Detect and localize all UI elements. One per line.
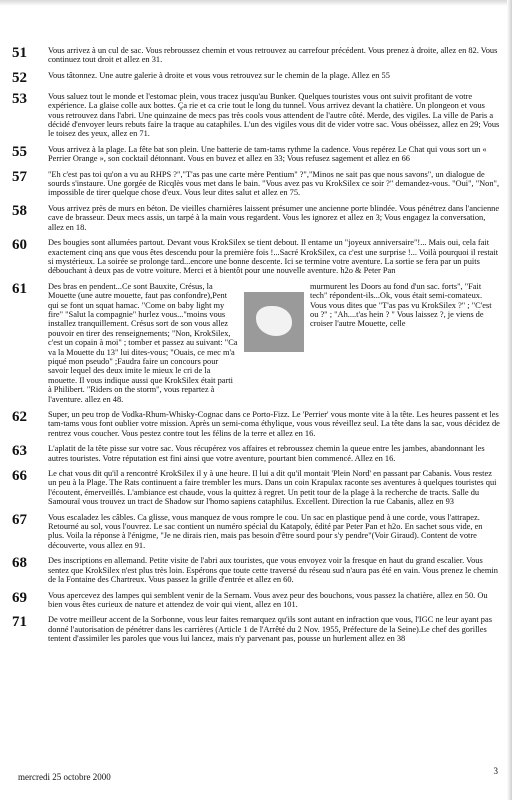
- entry-text: Super, un peu trop de Vodka-Rhum-Whisky-Cognac dans ce Porto-Fizz. Le 'Perrier' vous monte vite à la tête. Les heures passent et les tam-tams vous font oublier votre mission. Après un semi-coma éthylique, vous vous réveillez seul. La tête dans la sac, vous décidez de rentrez vous coucher. Vous pestez contre tout les félins de la terre et allez en 16.: [48, 410, 500, 438]
- entry-number: 55: [12, 143, 27, 160]
- entry-text: Des inscriptions en allemand. Petite visite de l'abri aux touristes, que vous envoyez voir la fresque en haut du grand escalier. Vous sentez que KrokSilex n'est plus très loin. Espérons que toute cette traversé du réseau sud n'aura pas été en vain. Vous prenez le chemin de la Fontaine des Chartreux. Vous passez la grille d'entrée et allez en 60.: [48, 556, 498, 585]
- seagull-photo: [244, 292, 304, 352]
- entry-58: [12, 204, 500, 232]
- entry-53: [12, 92, 500, 139]
- entry-68: [12, 556, 500, 584]
- entry-61: [12, 282, 500, 404]
- entry-number: 68: [12, 555, 27, 572]
- entry-text: "Eh c'est pas toi qu'on a vu au RHPS ?","T'as pas une carte mère Pentium" ?","Minos ne sait pas que nous savons", un dialogue de sourds s'instaure. Une gorgée de Ricqlès vous met dans le bain. "Vous avez pas vu KrokSilex ce soir ?" demandez-vous. "Oui", "Non", impossible de tirer quelque chose d'eux. Vous leur dites salut et allez en 75.: [48, 169, 500, 198]
- entry-text: Vous escaladez les câbles. Ca glisse, vous manquez de vous rompre le cou. Un sac en plastique pend à une corde, vous l'attrapez. Retourné au sol, vous l'ouvrez. Le sac contient un numéro spécial du Katapoly, édité par Peter Pan et h2o. En sachet sous vide, en plus. Voila la réponse à l'énigme, "Je ne dirais rien, mais pas besoin d'être sourd pour s'y pendre"(Voir Giraud). Content de votre découverte, vous allez en 91.: [48, 512, 483, 550]
- entry-52: [12, 71, 500, 86]
- entry-71: [12, 615, 500, 643]
- entry-66: [12, 469, 500, 507]
- entry-number: 69: [12, 589, 27, 606]
- entries-list: [12, 46, 500, 650]
- page-number: 3: [493, 766, 498, 776]
- entry-text: Vous arrivez près de murs en béton. De vieilles charnières laissent présumer une ancienne porte blindée. Vous pénétrez dans l'ancienne cave de brasseur. Deux mecs assis, un tarpé à la main vous regardent. Vous les ignorez et allez en 3; Vous engagez la conversation, allez en 18.: [48, 203, 500, 232]
- entry-text: Vous apercevez des lampes qui semblent venir de la Sernam. Vous avez peur des bouchons, vous passez la chatière, allez en 50. Ou bien vous êtes curieux de nature et attendez de voir qui vient, allez en 101.: [48, 590, 488, 609]
- entry-number: 57: [12, 168, 27, 185]
- entry-number: 60: [12, 237, 27, 254]
- entry-text: L'aplatit de la tête pisse sur votre sac. Vous récupérez vos affaires et rebroussez chemin la queue entre les jambes, abandonnant les autres touristes. Votre réputation est fini ainsi que votre aventure, pourtant bien commencé. Allez en 16.: [48, 444, 485, 463]
- entry-number: 53: [12, 90, 27, 107]
- entry-text: De votre meilleur accent de la Sorbonne, vous leur faites remarquez qu'ils sont autant en infraction que vous, l'IGC ne leur ayant pas donné l'autorisation de pénétrer dans les carrières (Article 1 de l'Arrêté du 2 Nov. 1955, Préfecture de la Seine).Le chef des gorilles tentent d'assimiler les paroles que vous lui lancez, mais n'y parvenant pas, pousse un hurlement allez en 38: [48, 615, 492, 644]
- entry-63: [12, 444, 500, 463]
- entry-text-right: murmurent les Doors au fond d'un sac. forts", "Fait tech" répondent-ils...Ok, vous était semi-comateux. Vous vous dites que "T'as pas vu KrokSilex ?" ; "C'est ou ?" ; "Ah....t'as hein ? " Vous laissez ?, je viens de croiser l'autre Mouette, celle: [310, 281, 492, 329]
- entry-text: Vous tâtonnez. Une autre galerie à droite et vous vous retrouvez sur le chemin de la plage. Allez en 55: [48, 70, 390, 80]
- entry-text: Des bougies sont allumées partout. Devant vous KrokSilex se tient debout. Il entame un "joyeux anniversaire"!... Mais oui, cela fait exactement cinq ans que vous êtes descendu pour la première fois !...Sacré KrokSilex, ca c'est une surprise !... Voilà pourquoi il restait si mystérieux. La soirée se prolonge tard...encore une bonne descente. Ici se termine votre aventure. La sortie se fera par un puits débouchant à deux pas de votre voiture. Merci et à bientôt pour une nouvelle aventure. h2o & Peter Pan: [48, 238, 499, 276]
- entry-62: [12, 410, 500, 438]
- entry-text: Vous arrivez à un cul de sac. Vous rebroussez chemin et vous retrouvez au carrefour précédent. Vous prenez à droite, allez en 82. Vous continuez tout droit et allez en 31.: [48, 46, 498, 65]
- entry-text: Le chat vous dit qu'il a rencontré KrokSilex il y à une heure. Il lui a dit qu'il montait 'Plein Nord' en passant par Cabanis. Vous restez un peu à la Plage. The Rats continuent a faire trembler les murs. Dans un coin Krapulax raconte ses aventures à quelques touristes qui l'écoutent, émerveillés. L'ambiance est chaude, vous la quittez à regret. Un petit tour de la plage à la recherche de tracts. Salle du Samouraï vous trouvez un tract de Shadow sur l'homo sapiens cataphilus. Excellent. Direction la rue Cabanis, allez en 93: [48, 469, 497, 507]
- entry-number: 67: [12, 511, 27, 528]
- entry-number: 63: [12, 443, 27, 460]
- entry-60: [12, 238, 500, 276]
- entry-67: [12, 513, 500, 551]
- scan-edge-right: [507, 0, 512, 800]
- entry-text: Vous saluez tout le monde et l'estomac plein, vous tracez jusqu'au Bunker. Quelques touristes vous ont suivit profitant de votre expérience. La glaise colle aux bottes. Ça rie et ca crie tout le long du tunnel. Vous arrivez devant la chatière. Un plongeon et vous vous retrouvez dans l'abri. Une quinzaine de mecs pas très cools vous attendent de l'autre côté. Merde, des vigiles. La ville de Paris a décidé d'envoyer leurs rebuts faire la traque au cataphiles. L'un des vigiles vous dit de vider votre sac. Vous obéissez, allez en 29; Vous le toisez des yeux, allez en 71.: [48, 91, 500, 139]
- entry-text: Vous arrivez à la plage. La fête bat son plein. Une batterie de tam-tams rythme la cadence. Vous repérez Le Chat qui vous sort un « Perrier Orange », son cocktail détonnant. Vous en buvez et allez en 33; Vous refusez sagement et allez en 66: [48, 144, 487, 164]
- entry-55: [12, 145, 500, 164]
- entry-text-left: Des bras en pendent...Ce sont Bauxite, Crésus, la Mouette (une autre mouette, faut pas confondre),Pent qui se font un squat hamac. "Come on baby light my fire" "Salut la compagnie" hurlez vous..."moins vous installez tranquillement. Crésus sort de son vous allez pouvoir en tirer des renseignements; "Non, KrokSilex, c'est un copain à moi" ; tomber et passez au suivant: "Ca va la Mouette du 13" lui dites-vous; "Ouais, ce mec m'a piqué mon pseudo" ;Faudra faire un concours pour savoir lequel des deux imite le mieux le cri de la mouette. Il vous indique aussi que KrokSilex était parti à Philibert. "Riders on the storm", vous repartez à l'aventure. allez en 48.: [48, 281, 238, 404]
- entry-number: 51: [12, 45, 27, 61]
- entry-number: 71: [12, 614, 27, 631]
- entry-number: 58: [12, 202, 27, 219]
- entry-57: [12, 170, 500, 198]
- footer-date: mercredi 25 octobre 2000: [18, 772, 111, 782]
- entry-text-block: [48, 282, 500, 404]
- entry-61-columns: [48, 282, 500, 404]
- entry-number: 62: [12, 409, 27, 425]
- entry-number: 61: [12, 280, 27, 297]
- entry-number: 66: [12, 468, 27, 485]
- entry-number: 52: [12, 69, 27, 86]
- entry-69: [12, 591, 500, 610]
- scan-edge-top: [0, 0, 512, 6]
- entry-51: [12, 46, 500, 65]
